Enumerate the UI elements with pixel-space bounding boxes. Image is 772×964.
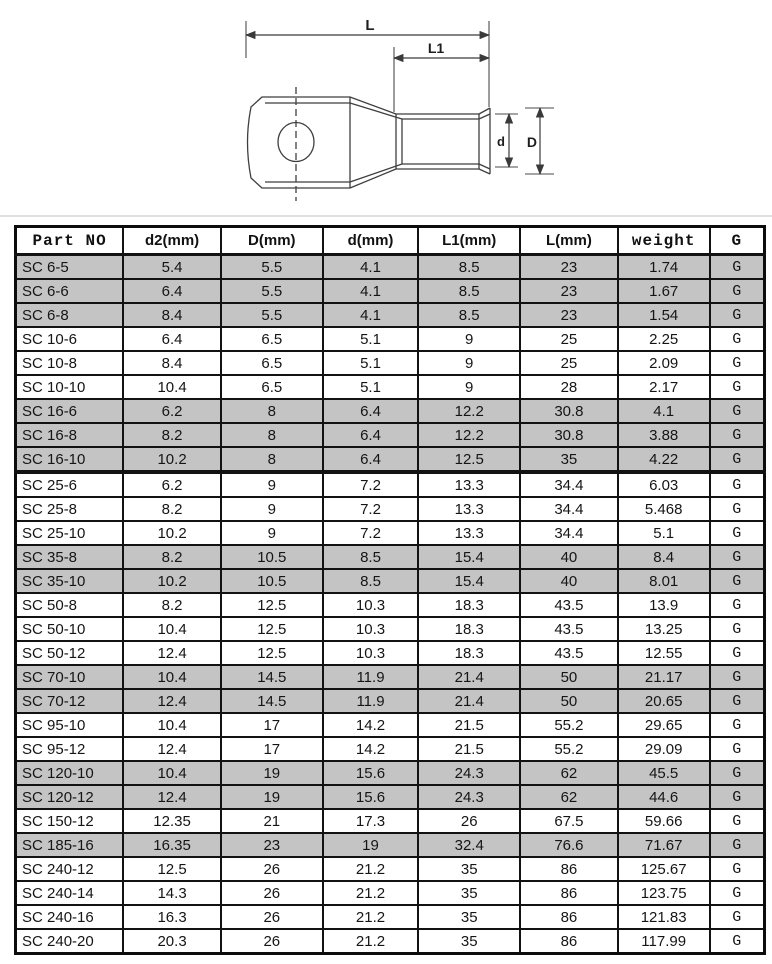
d-value-cell: 19: [323, 833, 419, 857]
table-row: [16, 737, 765, 761]
table-row: [16, 472, 765, 497]
d2-value-cell: 8.4: [123, 303, 221, 327]
dim-label-L1: L1: [427, 40, 445, 56]
d-value-cell: 15.6: [323, 785, 419, 809]
L-value-cell: 43.5: [520, 593, 618, 617]
D-value-cell: 12.5: [221, 641, 323, 665]
d2-value-cell: 5.4: [123, 255, 221, 280]
d2-value-cell: 10.4: [123, 375, 221, 399]
table-row: [16, 303, 765, 327]
L-value-cell: 86: [520, 905, 618, 929]
D-value-cell: 8: [221, 447, 323, 472]
part-no-cell: SC 35-8: [16, 545, 124, 569]
L-value-cell: 55.2: [520, 737, 618, 761]
L-value-cell: 23: [520, 279, 618, 303]
d-value-cell: 4.1: [323, 255, 419, 280]
D-value-cell: 23: [221, 833, 323, 857]
table-row: [16, 569, 765, 593]
D-value-cell: 8: [221, 399, 323, 423]
d2-value-cell: 12.4: [123, 737, 221, 761]
d2-value-cell: 10.2: [123, 569, 221, 593]
D-value-cell: 8: [221, 423, 323, 447]
L-value-cell: 25: [520, 351, 618, 375]
G-value-cell: G: [710, 545, 765, 569]
d2-value-cell: 12.5: [123, 857, 221, 881]
G-value-cell: G: [710, 689, 765, 713]
table-row: [16, 521, 765, 545]
d2-value-cell: 20.3: [123, 929, 221, 954]
L1-value-cell: 18.3: [418, 593, 520, 617]
weight-value-cell: 4.1: [618, 399, 710, 423]
table-row: [16, 665, 765, 689]
table-row: [16, 593, 765, 617]
weight-value-cell: 20.65: [618, 689, 710, 713]
d2-value-cell: 10.4: [123, 617, 221, 641]
d2-value-cell: 12.4: [123, 641, 221, 665]
d2-value-cell: 10.4: [123, 665, 221, 689]
d-value-cell: 8.5: [323, 569, 419, 593]
D-value-cell: 12.5: [221, 593, 323, 617]
part-no-cell: SC 35-10: [16, 569, 124, 593]
weight-value-cell: 8.01: [618, 569, 710, 593]
d-value-cell: 6.4: [323, 447, 419, 472]
L-value-cell: 43.5: [520, 641, 618, 665]
G-value-cell: G: [710, 447, 765, 472]
part-no-cell: SC 240-14: [16, 881, 124, 905]
table-row: [16, 327, 765, 351]
L-value-cell: 40: [520, 569, 618, 593]
part-no-cell: SC 240-20: [16, 929, 124, 954]
G-value-cell: G: [710, 641, 765, 665]
spec-table: [14, 225, 766, 955]
part-no-cell: SC 185-16: [16, 833, 124, 857]
L1-value-cell: 8.5: [418, 303, 520, 327]
D-value-cell: 5.5: [221, 303, 323, 327]
table-row: [16, 399, 765, 423]
G-value-cell: G: [710, 399, 765, 423]
d2-value-cell: 10.4: [123, 761, 221, 785]
weight-value-cell: 45.5: [618, 761, 710, 785]
weight-value-cell: 4.22: [618, 447, 710, 472]
L1-value-cell: 24.3: [418, 785, 520, 809]
d2-value-cell: 10.2: [123, 521, 221, 545]
d2-value-cell: 14.3: [123, 881, 221, 905]
table-row: [16, 713, 765, 737]
dimension-arrows: [246, 35, 540, 174]
L-value-cell: 23: [520, 255, 618, 280]
D-value-cell: 10.5: [221, 569, 323, 593]
weight-value-cell: 2.25: [618, 327, 710, 351]
table-row: [16, 929, 765, 954]
L1-value-cell: 21.5: [418, 713, 520, 737]
weight-value-cell: 5.1: [618, 521, 710, 545]
part-no-cell: SC 70-10: [16, 665, 124, 689]
G-value-cell: G: [710, 929, 765, 954]
d2-value-cell: 8.4: [123, 351, 221, 375]
weight-value-cell: 13.9: [618, 593, 710, 617]
D-value-cell: 14.5: [221, 689, 323, 713]
G-value-cell: G: [710, 351, 765, 375]
L1-value-cell: 35: [418, 857, 520, 881]
L1-value-cell: 18.3: [418, 641, 520, 665]
dim-label-L: L: [365, 17, 375, 34]
part-no-cell: SC 50-8: [16, 593, 124, 617]
table-row: [16, 689, 765, 713]
d-value-cell: 21.2: [323, 929, 419, 954]
table-row: [16, 833, 765, 857]
weight-value-cell: 125.67: [618, 857, 710, 881]
L-value-cell: 43.5: [520, 617, 618, 641]
D-value-cell: 17: [221, 713, 323, 737]
d-value-cell: 8.5: [323, 545, 419, 569]
d-value-cell: 7.2: [323, 472, 419, 497]
d2-value-cell: 6.2: [123, 472, 221, 497]
d2-value-cell: 16.35: [123, 833, 221, 857]
column-header: d2(mm): [123, 227, 221, 255]
L-value-cell: 35: [520, 447, 618, 472]
G-value-cell: G: [710, 497, 765, 521]
table-row: [16, 785, 765, 809]
L-value-cell: 76.6: [520, 833, 618, 857]
part-no-cell: SC 16-8: [16, 423, 124, 447]
part-no-cell: SC 16-6: [16, 399, 124, 423]
part-no-cell: SC 120-10: [16, 761, 124, 785]
L1-value-cell: 15.4: [418, 545, 520, 569]
d-value-cell: 21.2: [323, 905, 419, 929]
G-value-cell: G: [710, 905, 765, 929]
lug-diagram: [0, 0, 772, 222]
d2-value-cell: 8.2: [123, 423, 221, 447]
L-value-cell: 23: [520, 303, 618, 327]
D-value-cell: 6.5: [221, 327, 323, 351]
part-no-cell: SC 10-10: [16, 375, 124, 399]
d2-value-cell: 12.4: [123, 689, 221, 713]
L1-value-cell: 12.2: [418, 423, 520, 447]
G-value-cell: G: [710, 665, 765, 689]
L-value-cell: 50: [520, 689, 618, 713]
D-value-cell: 9: [221, 472, 323, 497]
d2-value-cell: 8.2: [123, 545, 221, 569]
L1-value-cell: 21.4: [418, 689, 520, 713]
D-value-cell: 5.5: [221, 255, 323, 280]
d2-value-cell: 10.4: [123, 713, 221, 737]
L1-value-cell: 32.4: [418, 833, 520, 857]
d-value-cell: 6.4: [323, 399, 419, 423]
G-value-cell: G: [710, 472, 765, 497]
table-row: [16, 857, 765, 881]
D-value-cell: 17: [221, 737, 323, 761]
lug-body-outline: [248, 97, 491, 188]
weight-value-cell: 71.67: [618, 833, 710, 857]
part-no-cell: SC 240-16: [16, 905, 124, 929]
table-row: [16, 375, 765, 399]
column-header: weight: [618, 227, 710, 255]
d-value-cell: 15.6: [323, 761, 419, 785]
L-value-cell: 86: [520, 881, 618, 905]
L-value-cell: 30.8: [520, 399, 618, 423]
D-value-cell: 10.5: [221, 545, 323, 569]
table-row: [16, 447, 765, 472]
weight-value-cell: 2.17: [618, 375, 710, 399]
D-value-cell: 21: [221, 809, 323, 833]
d2-value-cell: 6.4: [123, 327, 221, 351]
d2-value-cell: 10.2: [123, 447, 221, 472]
d-value-cell: 5.1: [323, 351, 419, 375]
weight-value-cell: 13.25: [618, 617, 710, 641]
L-value-cell: 34.4: [520, 497, 618, 521]
D-value-cell: 12.5: [221, 617, 323, 641]
d2-value-cell: 8.2: [123, 593, 221, 617]
column-header: G: [710, 227, 765, 255]
d-value-cell: 10.3: [323, 641, 419, 665]
L-value-cell: 34.4: [520, 521, 618, 545]
part-no-cell: SC 6-8: [16, 303, 124, 327]
table-header-row: [16, 227, 765, 255]
part-no-cell: SC 50-10: [16, 617, 124, 641]
scan-artifact-line: [0, 215, 772, 217]
L1-value-cell: 24.3: [418, 761, 520, 785]
table-row: [16, 255, 765, 280]
L1-value-cell: 18.3: [418, 617, 520, 641]
L-value-cell: 25: [520, 327, 618, 351]
d2-value-cell: 12.35: [123, 809, 221, 833]
part-no-cell: SC 50-12: [16, 641, 124, 665]
D-value-cell: 26: [221, 857, 323, 881]
L-value-cell: 40: [520, 545, 618, 569]
L-value-cell: 34.4: [520, 472, 618, 497]
weight-value-cell: 29.09: [618, 737, 710, 761]
dim-label-D: D: [526, 134, 537, 150]
L1-value-cell: 15.4: [418, 569, 520, 593]
d2-value-cell: 12.4: [123, 785, 221, 809]
D-value-cell: 9: [221, 521, 323, 545]
G-value-cell: G: [710, 737, 765, 761]
d-value-cell: 11.9: [323, 665, 419, 689]
part-no-cell: SC 150-12: [16, 809, 124, 833]
table-row: [16, 881, 765, 905]
weight-value-cell: 59.66: [618, 809, 710, 833]
weight-value-cell: 3.88: [618, 423, 710, 447]
column-header: d(mm): [323, 227, 419, 255]
d-value-cell: 7.2: [323, 521, 419, 545]
table-row: [16, 905, 765, 929]
d2-value-cell: 8.2: [123, 497, 221, 521]
L-value-cell: 62: [520, 761, 618, 785]
part-no-cell: SC 70-12: [16, 689, 124, 713]
part-no-cell: SC 95-10: [16, 713, 124, 737]
G-value-cell: G: [710, 761, 765, 785]
table-row: [16, 641, 765, 665]
L1-value-cell: 21.4: [418, 665, 520, 689]
G-value-cell: G: [710, 375, 765, 399]
G-value-cell: G: [710, 279, 765, 303]
L1-value-cell: 8.5: [418, 255, 520, 280]
L1-value-cell: 8.5: [418, 279, 520, 303]
D-value-cell: 14.5: [221, 665, 323, 689]
part-no-cell: SC 10-6: [16, 327, 124, 351]
d-value-cell: 21.2: [323, 857, 419, 881]
L-value-cell: 28: [520, 375, 618, 399]
G-value-cell: G: [710, 809, 765, 833]
table-row: [16, 809, 765, 833]
weight-value-cell: 2.09: [618, 351, 710, 375]
d-value-cell: 4.1: [323, 279, 419, 303]
L1-value-cell: 21.5: [418, 737, 520, 761]
D-value-cell: 9: [221, 497, 323, 521]
column-header: L1(mm): [418, 227, 520, 255]
L-value-cell: 55.2: [520, 713, 618, 737]
G-value-cell: G: [710, 303, 765, 327]
weight-value-cell: 123.75: [618, 881, 710, 905]
column-header: Part NO: [16, 227, 124, 255]
table-row: [16, 617, 765, 641]
L1-value-cell: 35: [418, 905, 520, 929]
L1-value-cell: 12.2: [418, 399, 520, 423]
G-value-cell: G: [710, 593, 765, 617]
L1-value-cell: 13.3: [418, 472, 520, 497]
weight-value-cell: 29.65: [618, 713, 710, 737]
G-value-cell: G: [710, 617, 765, 641]
d2-value-cell: 16.3: [123, 905, 221, 929]
L-value-cell: 30.8: [520, 423, 618, 447]
D-value-cell: 6.5: [221, 351, 323, 375]
table-row: [16, 497, 765, 521]
d-value-cell: 7.2: [323, 497, 419, 521]
d-value-cell: 6.4: [323, 423, 419, 447]
L1-value-cell: 35: [418, 929, 520, 954]
weight-value-cell: 1.74: [618, 255, 710, 280]
weight-value-cell: 117.99: [618, 929, 710, 954]
d2-value-cell: 6.2: [123, 399, 221, 423]
G-value-cell: G: [710, 881, 765, 905]
D-value-cell: 6.5: [221, 375, 323, 399]
L-value-cell: 50: [520, 665, 618, 689]
L1-value-cell: 9: [418, 351, 520, 375]
table-row: [16, 545, 765, 569]
L1-value-cell: 9: [418, 375, 520, 399]
part-no-cell: SC 240-12: [16, 857, 124, 881]
part-no-cell: SC 120-12: [16, 785, 124, 809]
G-value-cell: G: [710, 521, 765, 545]
G-value-cell: G: [710, 255, 765, 280]
L1-value-cell: 26: [418, 809, 520, 833]
L1-value-cell: 13.3: [418, 521, 520, 545]
D-value-cell: 19: [221, 785, 323, 809]
part-no-cell: SC 6-5: [16, 255, 124, 280]
d-value-cell: 11.9: [323, 689, 419, 713]
L1-value-cell: 12.5: [418, 447, 520, 472]
part-no-cell: SC 25-8: [16, 497, 124, 521]
weight-value-cell: 1.67: [618, 279, 710, 303]
weight-value-cell: 121.83: [618, 905, 710, 929]
weight-value-cell: 21.17: [618, 665, 710, 689]
D-value-cell: 5.5: [221, 279, 323, 303]
d2-value-cell: 6.4: [123, 279, 221, 303]
D-value-cell: 26: [221, 905, 323, 929]
G-value-cell: G: [710, 569, 765, 593]
L-value-cell: 86: [520, 929, 618, 954]
G-value-cell: G: [710, 713, 765, 737]
d-value-cell: 17.3: [323, 809, 419, 833]
table-row: [16, 351, 765, 375]
table-row: [16, 761, 765, 785]
L-value-cell: 67.5: [520, 809, 618, 833]
weight-value-cell: 44.6: [618, 785, 710, 809]
L-value-cell: 62: [520, 785, 618, 809]
G-value-cell: G: [710, 327, 765, 351]
table-body: [16, 255, 765, 954]
part-no-cell: SC 16-10: [16, 447, 124, 472]
D-value-cell: 26: [221, 929, 323, 954]
weight-value-cell: 8.4: [618, 545, 710, 569]
d-value-cell: 10.3: [323, 617, 419, 641]
part-no-cell: SC 95-12: [16, 737, 124, 761]
weight-value-cell: 5.468: [618, 497, 710, 521]
part-no-cell: SC 25-10: [16, 521, 124, 545]
G-value-cell: G: [710, 833, 765, 857]
d-value-cell: 14.2: [323, 737, 419, 761]
L-value-cell: 86: [520, 857, 618, 881]
dim-label-d: d: [497, 134, 505, 149]
G-value-cell: G: [710, 857, 765, 881]
G-value-cell: G: [710, 423, 765, 447]
column-header: L(mm): [520, 227, 618, 255]
table-row: [16, 423, 765, 447]
D-value-cell: 26: [221, 881, 323, 905]
L1-value-cell: 9: [418, 327, 520, 351]
d-value-cell: 21.2: [323, 881, 419, 905]
part-no-cell: SC 25-6: [16, 472, 124, 497]
d-value-cell: 5.1: [323, 375, 419, 399]
weight-value-cell: 6.03: [618, 472, 710, 497]
L1-value-cell: 35: [418, 881, 520, 905]
part-no-cell: SC 6-6: [16, 279, 124, 303]
L1-value-cell: 13.3: [418, 497, 520, 521]
weight-value-cell: 1.54: [618, 303, 710, 327]
d-value-cell: 14.2: [323, 713, 419, 737]
column-header: D(mm): [221, 227, 323, 255]
d-value-cell: 5.1: [323, 327, 419, 351]
D-value-cell: 19: [221, 761, 323, 785]
G-value-cell: G: [710, 785, 765, 809]
d-value-cell: 10.3: [323, 593, 419, 617]
part-no-cell: SC 10-8: [16, 351, 124, 375]
weight-value-cell: 12.55: [618, 641, 710, 665]
d-value-cell: 4.1: [323, 303, 419, 327]
table-row: [16, 279, 765, 303]
